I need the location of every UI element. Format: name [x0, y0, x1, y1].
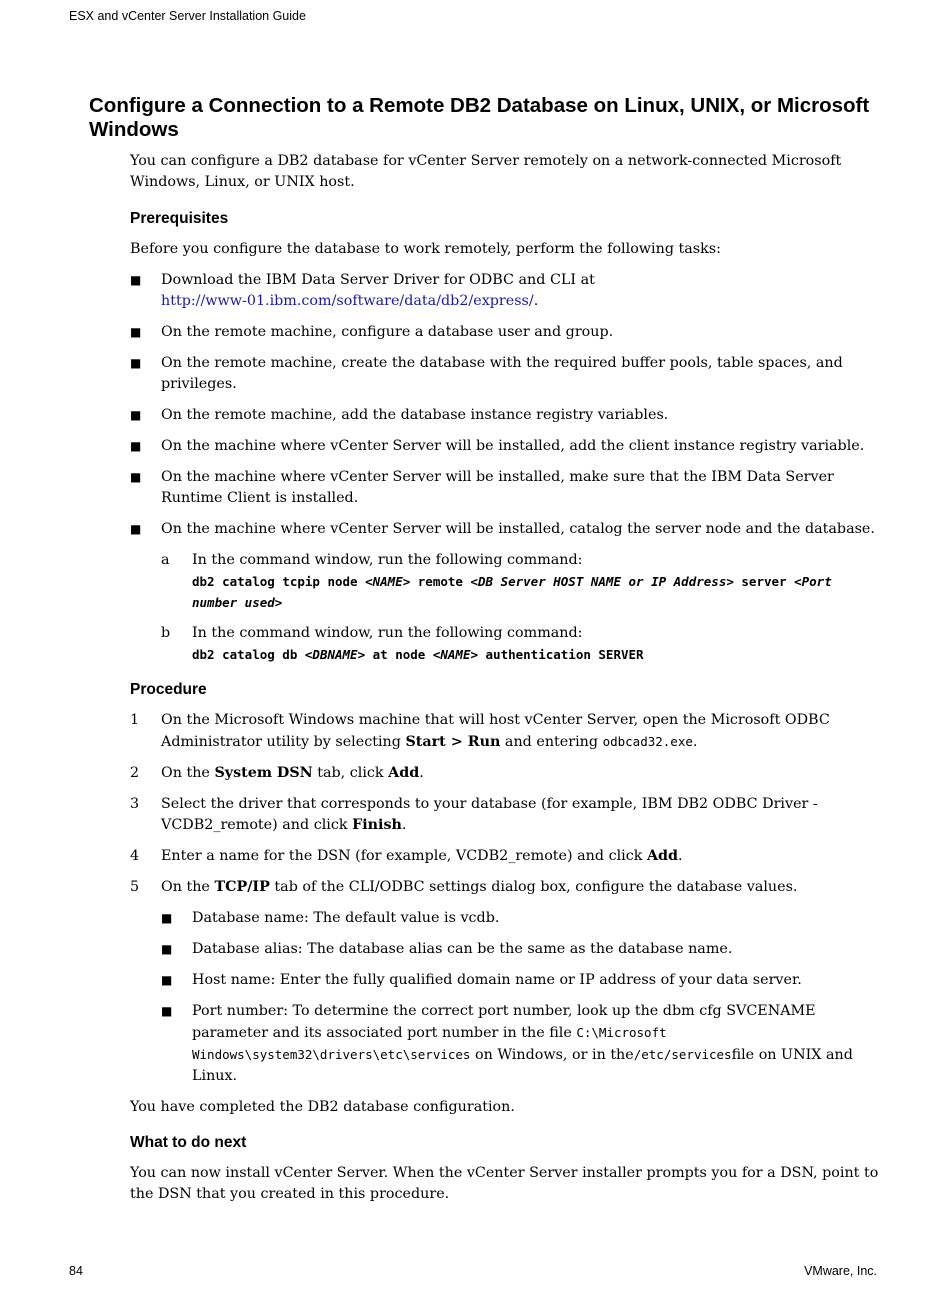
step-number: 5 [130, 879, 140, 895]
bullet-icon: ■ [130, 470, 142, 484]
next-paragraph: You can now install vCenter Server. When the vCenter Server installer prompts you for a DSN, point to the DSN that you created in this procedure. [130, 1165, 879, 1202]
procedure-step: 2 On the System DSN tab, click Add. [130, 763, 882, 784]
step-number: 2 [130, 765, 140, 781]
procedure-step: 5 On the TCP/IP tab of the CLI/ODBC settings dialog box, configure the database values. [130, 877, 882, 898]
tcpip-settings-list [161, 908, 882, 1087]
bullet-icon: ■ [130, 439, 142, 453]
list-item-text: On the remote machine, configure a database user and group. [161, 324, 614, 340]
list-item: ■ Database name: The default value is vcdb. [161, 908, 882, 929]
catalog-db-command: db2 catalog db <DBNAME> at node <NAME> authentication SERVER [192, 647, 644, 662]
prerequisites-heading: Prerequisites [130, 210, 229, 227]
procedure-heading: Procedure [130, 681, 207, 698]
list-item-text: . [533, 293, 539, 309]
list-item-text: On the remote machine, create the database with the required buffer pools, table spaces, and privileges. [161, 355, 843, 392]
step-number: 3 [130, 796, 140, 812]
bullet-icon: ■ [130, 522, 142, 536]
step-number: 1 [130, 712, 140, 728]
list-item: ■ Port number: To determine the correct port number, look up the dbm cfg SVCENAME parameter and its associated port number in the file C:\Microsoft Windows\system32\drivers\etc\services on Windows, or in the/etc/servicesfile on UNIX and Linux. [161, 1003, 853, 1084]
list-item [130, 405, 882, 426]
procedure-step: 3 Select the driver that corresponds to your database (for example, IBM DB2 ODBC Driver - VCDB2_remote) and click Finish. [130, 796, 818, 833]
list-item: ■ Database alias: The database alias can be the same as the database name. [161, 939, 882, 960]
bullet-icon: ■ [161, 911, 173, 925]
bullet-icon: ■ [130, 325, 142, 339]
list-item: ■ Host name: Enter the fully qualified domain name or IP address of your data server. [161, 970, 882, 991]
page-number: 84 [69, 1264, 83, 1278]
bullet-icon: ■ [161, 973, 173, 987]
running-head: ESX and vCenter Server Installation Guide [69, 9, 306, 23]
substep-label: a [161, 552, 170, 568]
services-path-windows: C:\Microsoft Windows\system32\drivers\etc\services [192, 1025, 667, 1062]
list-item-text: On the machine where vCenter Server will be installed, add the client instance registry variable. [161, 438, 865, 454]
page-title: Configure a Connection to a Remote DB2 Database on Linux, UNIX, or Microsoft Windows [89, 94, 870, 141]
substep-label: b [161, 625, 171, 641]
catalog-substeps [161, 550, 882, 665]
list-item-text: On the machine where vCenter Server will be installed, catalog the server node and the database. [161, 521, 875, 537]
bullet-icon: ■ [130, 273, 142, 287]
list-item [130, 270, 882, 312]
substep-a [161, 550, 882, 613]
result-paragraph: You have completed the DB2 database configuration. [130, 1099, 515, 1115]
next-heading: What to do next [130, 1134, 247, 1151]
footer-company: VMware, Inc. [804, 1264, 877, 1278]
ibm-driver-link[interactable]: http://www-01.ibm.com/software/data/db2/express/ [161, 293, 534, 309]
bullet-icon: ■ [130, 408, 142, 422]
list-item [130, 519, 882, 540]
list-item-text: On the remote machine, add the database instance registry variables. [161, 407, 669, 423]
list-item [130, 467, 882, 509]
procedure-step: 4 Enter a name for the DSN (for example, VCDB2_remote) and click Add. [130, 846, 882, 867]
step-number: 4 [130, 848, 140, 864]
list-item-text: Download the IBM Data Server Driver for ODBC and CLI at [161, 272, 595, 288]
services-path-unix: /etc/services [633, 1047, 732, 1062]
list-item [130, 436, 882, 457]
document-body [130, 151, 882, 1215]
bullet-icon: ■ [161, 1004, 173, 1018]
procedure-step: 1 On the Microsoft Windows machine that will host vCenter Server, open the Microsoft ODBC Administrator utility by selecting Start > Run and entering odbcad32.exe. [130, 712, 830, 750]
substep-b [161, 623, 882, 665]
catalog-node-command: db2 catalog tcpip node <NAME> remote <DB Server HOST NAME or IP Address> server <Port number used> [192, 574, 832, 610]
bullet-icon: ■ [130, 356, 142, 370]
bullet-icon: ■ [161, 942, 173, 956]
list-item [130, 322, 882, 343]
list-item-text: On the machine where vCenter Server will be installed, make sure that the IBM Data Server Runtime Client is installed. [161, 469, 834, 506]
odbcad32-code: odbcad32.exe [602, 734, 693, 749]
list-item [130, 353, 882, 395]
intro-paragraph: You can configure a DB2 database for vCenter Server remotely on a network-connected Microsoft Windows, Linux, or UNIX host. [130, 153, 842, 190]
substep-text: In the command window, run the following command: [192, 625, 583, 641]
prerequisites-lead: Before you configure the database to work remotely, perform the following tasks: [130, 241, 721, 257]
substep-text: In the command window, run the following command: [192, 552, 583, 568]
